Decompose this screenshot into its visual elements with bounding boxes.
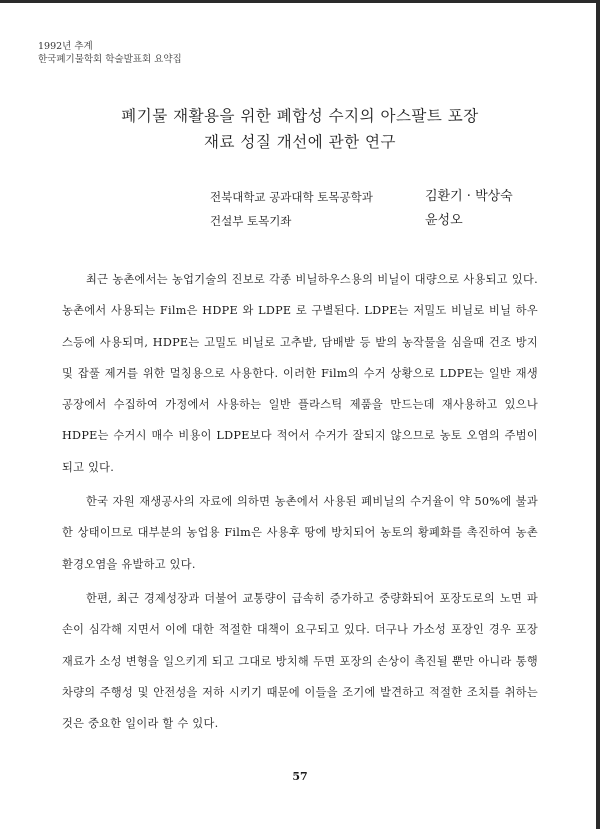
- author-row: [210, 185, 513, 209]
- proceedings-header: [38, 40, 182, 66]
- scan-edge-top: [0, 0, 600, 3]
- author-names: 윤성오: [425, 213, 463, 228]
- author-affiliation: 건설부 토목기좌: [210, 214, 292, 228]
- author-affiliation: 전북대학교 공과대학 토목공학과: [210, 190, 373, 204]
- paragraph: 최근 농촌에서는 농업기술의 진보로 각종 비닐하우스용의 비닐이 대량으로 사용되고 있다. 농촌에서 사용되는 Film은 HDPE 와 LDPE 로 구별된다. LDPE는 저밀도 비닐로 비닐 하우스등에 사용되며, HDPE는 고밀도 비닐로 고추밭, 담배밭 등 밭의 농작물을 심을때 건조 방지 및 잡풀 제거를 위한 멀칭용으로 사용한다. 이러한 Film의 수거 상황으로 LDPE는 일반 재생 공장에서 수집하여 가정에서 사용하는 일반 플라스틱 제품을 만드는데 재사용하고 있으나 HDPE는 수거시 매수 비용이 LDPE보다 적어서 수거가 잘되지 않으므로 농토 오염의 주범이 되고 있다.: [62, 273, 538, 474]
- paragraph: 한편, 최근 경제성장과 더불어 교통량이 급속히 증가하고 중량화되어 포장도로의 노면 파손이 심각해 지면서 이에 대한 적절한 대책이 요구되고 있다. 더구나 가소성 포장인 경우 포장 재료가 소성 변형을 일으키게 되고 그대로 방치해 두면 포장의 손상이 촉진될 뿐만 아니라 통행 차량의 주행성 및 안전성을 저하 시키기 때문에 이들을 조기에 발견하고 적절한 조치를 취하는 것은 중요한 일이라 할 수 있다.: [62, 591, 538, 731]
- author-block: [210, 185, 513, 233]
- page-number: 57: [292, 770, 308, 783]
- author-row: [210, 209, 513, 233]
- title-line-1: 폐기물 재활용을 위한 폐합성 수지의 아스팔트 포장: [121, 107, 479, 125]
- paragraph: 한국 자원 재생공사의 자료에 의하면 농촌에서 사용된 폐비닐의 수거율이 약 50%에 불과한 상태이므로 대부분의 농업용 Film은 사용후 땅에 방치되어 농토의 황폐화를 촉진하여 농촌 환경오염을 유발하고 있다.: [62, 495, 538, 571]
- header-line-1: 1992년 추계: [38, 41, 93, 52]
- body-text: [62, 264, 538, 739]
- author-names: 김환기 · 박상숙: [425, 189, 513, 204]
- paper-title: [0, 103, 600, 155]
- title-line-2: 재료 성질 개선에 관한 연구: [204, 133, 396, 151]
- header-line-2: 한국폐기물학회 학술발표회 요약집: [38, 54, 182, 65]
